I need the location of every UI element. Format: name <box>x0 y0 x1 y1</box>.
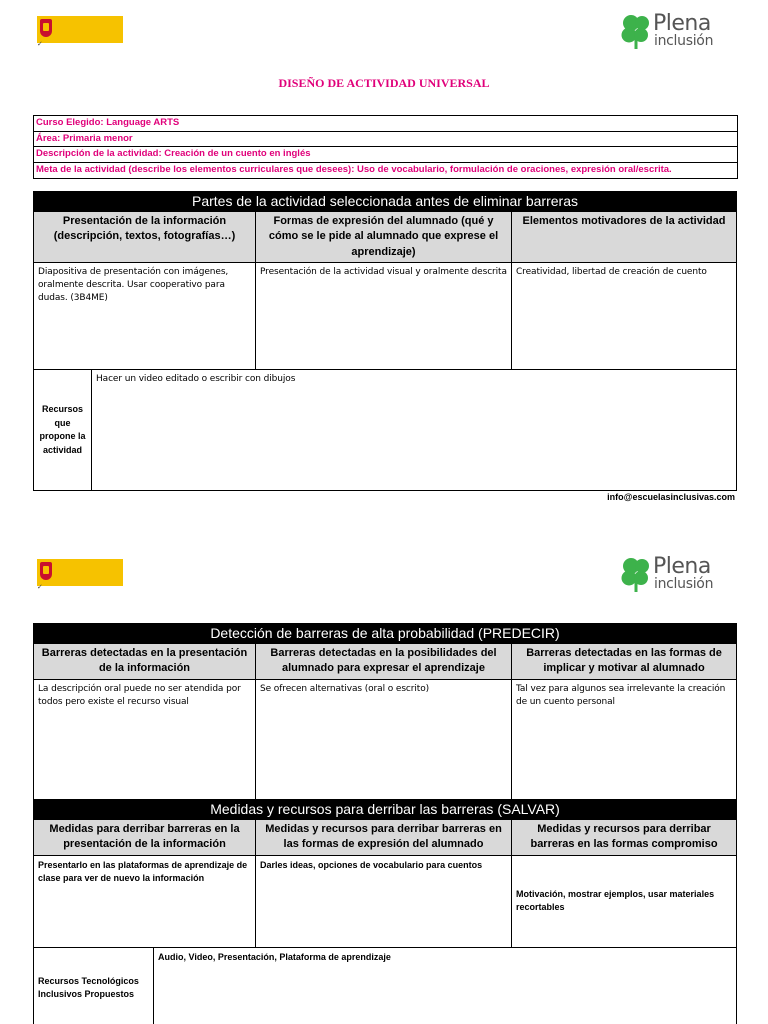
area-field: Área: Primaria menor <box>34 132 737 148</box>
spain-crest-icon <box>40 562 52 580</box>
tec-label: Recursos Tecnológicos Inclusivos Propuestos <box>34 947 154 1024</box>
salvar-header-compromiso: Medidas y recursos para derribar barreras en las formas compromiso <box>512 819 737 855</box>
header-expresion: Formas de expresión del alumnado (qué y cómo se le pide al alumnado que exprese el aprendizaje) <box>256 212 512 263</box>
predecir-header-expresion: Barreras detectadas en la posibilidades del alumnado para expresar el aprendizaje <box>256 644 512 680</box>
predecir-cell-presentacion: La descripción oral puede no ser atendida por todos pero existe el recurso visual <box>34 679 256 799</box>
salvar-header-presentacion: Medidas para derribar barreras en la presentación de la información <box>34 819 256 855</box>
predecir-cell-expresion: Se ofrecen alternativas (oral o escrito) <box>256 679 512 799</box>
spain-crest-icon <box>40 19 52 37</box>
contact-email: info@escuelasinclusivas.com <box>607 492 735 502</box>
tec-value: Audio, Video, Presentación, Plataforma de aprendizaje <box>154 947 737 1024</box>
cell-presentacion: Diapositiva de presentación con imágenes, oralmente descrita. Usar cooperativo para dudas. (3B4ME) <box>34 263 256 370</box>
ministry-logo <box>37 16 123 43</box>
salvar-cell-presentacion: Presentarlo en las plataformas de aprendizaje de clase para ver de nuevo la información <box>34 855 256 947</box>
plena-inclusion-logo <box>620 556 730 596</box>
predecir-header-motivar: Barreras detectadas en las formas de implicar y motivar al alumnado <box>512 644 737 680</box>
cell-motivadores: Creatividad, libertad de creación de cuento <box>512 263 737 370</box>
curso-field: Curso Elegido: Language ARTS <box>34 116 737 132</box>
predecir-title: Detección de barreras de alta probabilidad (PREDECIR) <box>34 624 737 644</box>
plena-word: Plena <box>653 554 711 579</box>
predecir-cell-motivar: Tal vez para algunos sea irrelevante la creación de un cuento personal <box>512 679 737 799</box>
cell-expresion: Presentación de la actividad visual y oralmente descrita <box>256 263 512 370</box>
plena-word: Plena <box>653 11 711 36</box>
barriers-table <box>33 623 737 1024</box>
salvar-cell-compromiso: Motivación, mostrar ejemplos, usar materiales recortables <box>512 855 737 947</box>
predecir-header-presentacion: Barreras detectadas en la presentación de la información <box>34 644 256 680</box>
meta-field: Meta de la actividad (describe los elementos curriculares que desees): Uso de vocabulario, formulación de oraciones, expresión oral/escrita. <box>36 163 672 175</box>
descripcion-field: Descripción de la actividad: Creación de un cuento en inglés <box>34 147 737 163</box>
section-title: Partes de la actividad seleccionada antes de eliminar barreras <box>34 192 737 212</box>
page-2 <box>0 545 768 1024</box>
check-icon: ✓ <box>37 584 43 591</box>
page-title: DISEÑO DE ACTIVIDAD UNIVERSAL <box>278 76 490 90</box>
activity-info-box <box>33 115 738 179</box>
plena-inclusion-logo <box>620 13 730 53</box>
inclusion-word: inclusión <box>654 33 714 49</box>
ministry-logo <box>37 559 123 586</box>
activity-parts-table <box>33 191 737 491</box>
check-icon: ✓ <box>37 41 43 48</box>
header-motivadores: Elementos motivadores de la actividad <box>512 212 737 263</box>
recursos-value: Hacer un video editado o escribir con dibujos <box>92 370 737 491</box>
clover-icon <box>620 13 654 51</box>
inclusion-word: inclusión <box>654 576 714 592</box>
salvar-cell-expresion: Darles ideas, opciones de vocabulario para cuentos <box>256 855 512 947</box>
salvar-header-expresion: Medidas y recursos para derribar barreras en las formas de expresión del alumnado <box>256 819 512 855</box>
clover-icon <box>620 556 654 594</box>
salvar-title: Medidas y recursos para derribar las barreras (SALVAR) <box>34 799 737 819</box>
recursos-label: Recursos que propone la actividad <box>34 370 92 491</box>
header-presentacion: Presentación de la información (descripción, textos, fotografías…) <box>34 212 256 263</box>
